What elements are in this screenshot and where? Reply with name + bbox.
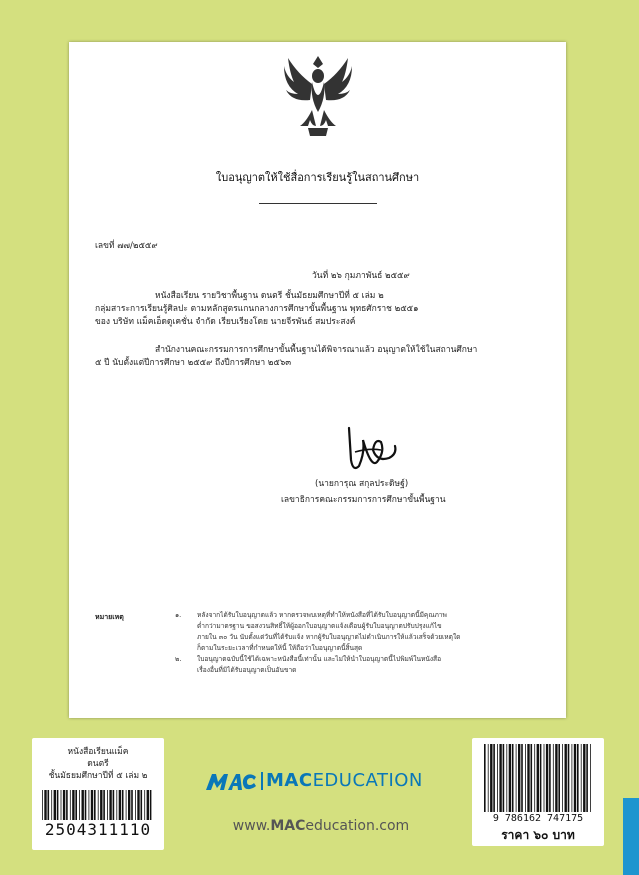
remark-line: ภายใน ๓๐ วัน นับตั้งแต่วันที่ได้รับแจ้ง หากผู้รับใบอนุญาตไม่ดำเนินการให้แล้วเสร็จด้วยเหตุใด	[197, 633, 461, 641]
remarks-list	[175, 610, 559, 676]
isbn-barcode-icon	[484, 744, 592, 812]
remark-line: หลังจากได้รับใบอนุญาตแล้ว หากตรวจพบเหตุที่ทำให้หนังสือที่ได้รับใบอนุญาตนี้มีคุณภาพ	[197, 611, 447, 619]
remark-item	[175, 654, 559, 676]
garuda-emblem-icon	[282, 52, 354, 140]
barcode-icon	[42, 790, 154, 820]
website-url	[206, 818, 436, 834]
permission-statement	[95, 344, 555, 370]
price-label: ราคา ๖๐ บาท	[501, 828, 575, 842]
book-grade: ชั้นมัธยมศึกษาปีที่ ๕ เล่ม ๒	[48, 771, 148, 781]
barcode-number: 2504311110	[44, 820, 152, 839]
remark-number: ๒.	[175, 655, 182, 663]
url-bold: MAC	[270, 818, 306, 834]
text-line: ๕ ปี นับตั้งแต่ปีการศึกษา ๒๕๕๙ ถึงปีการศึกษา ๒๕๖๓	[95, 358, 292, 368]
text-line: กลุ่มสาระการเรียนรู้ศิลปะ ตามหลักสูตรแกนกลางการศึกษาขั้นพื้นฐาน พุทธศักราช ๒๕๕๑	[95, 304, 419, 314]
remark-line: ใบอนุญาตฉบับนี้ใช้ได้เฉพาะหนังสือนี้เท่านั้น และไม่ให้นำใบอนุญาตนี้ไปพิมพ์ในหนังสือ	[197, 655, 442, 663]
license-document	[69, 42, 566, 718]
url-suffix: education.com	[305, 818, 410, 834]
signer-name: (นายการุณ สกุลประดิษฐ์)	[315, 479, 409, 489]
publisher-logo	[204, 770, 444, 792]
book-subject: ดนตรี	[87, 759, 109, 769]
brand-rest: EDUCATION	[312, 770, 423, 791]
document-number: เลขที่ ๗๗/๒๕๕๙	[95, 241, 158, 251]
signature-icon	[341, 422, 401, 478]
brand-name	[266, 770, 423, 792]
document-title: ใบอนุญาตให้ใช้สื่อการเรียนรู้ในสถานศึกษา	[215, 171, 420, 184]
remark-item	[175, 610, 559, 654]
title-divider	[259, 203, 377, 204]
book-series: หนังสือเรียนแม็ค	[67, 747, 129, 757]
document-date: วันที่ ๒๖ กุมภาพันธ์ ๒๕๕๙	[312, 271, 410, 281]
logo-divider	[261, 772, 263, 790]
text-line: ของ บริษัท แม็คเอ็ดดูเคชั่น จำกัด เรียบเรียงโดย นายจีรพันธ์ สมประสงค์	[95, 317, 356, 327]
isbn-price-box	[472, 738, 604, 846]
remark-number: ๑.	[175, 611, 182, 619]
book-label-box	[32, 738, 164, 850]
signer-title: เลขาธิการคณะกรรมการการศึกษาขั้นพื้นฐาน	[281, 495, 446, 505]
url-prefix: www.	[232, 818, 271, 834]
brand-bold: MAC	[266, 770, 313, 791]
remark-line: ต่ำกว่ามาตรฐาน ขอสงวนสิทธิ์ให้ผู้ออกใบอนุญาตแจ้งเตือนผู้รับใบอนุญาตปรับปรุงแก้ไข	[197, 622, 442, 630]
text-line: สำนักงานคณะกรรมการการศึกษาขั้นพื้นฐานได้พิจารณาแล้ว อนุญาตให้ใช้ในสถานศึกษา	[155, 345, 478, 355]
text-line: หนังสือเรียน รายวิชาพื้นฐาน ดนตรี ชั้นมัธยมศึกษาปีที่ ๕ เล่ม ๒	[155, 291, 384, 301]
book-description	[95, 290, 555, 329]
remark-line: ก็ตามในระยะเวลาที่กำหนดให้นี้ ให้ถือว่าใบอนุญาตนี้สิ้นสุด	[197, 644, 363, 652]
remark-line: เรื่องอื่นที่มิได้รับอนุญาตเป็นอันขาด	[197, 666, 297, 674]
remarks-label: หมายเหตุ	[95, 613, 124, 621]
accent-strip	[623, 798, 639, 875]
mac-logo-icon	[204, 770, 258, 792]
isbn-number: 9 786162 747175	[492, 813, 584, 824]
